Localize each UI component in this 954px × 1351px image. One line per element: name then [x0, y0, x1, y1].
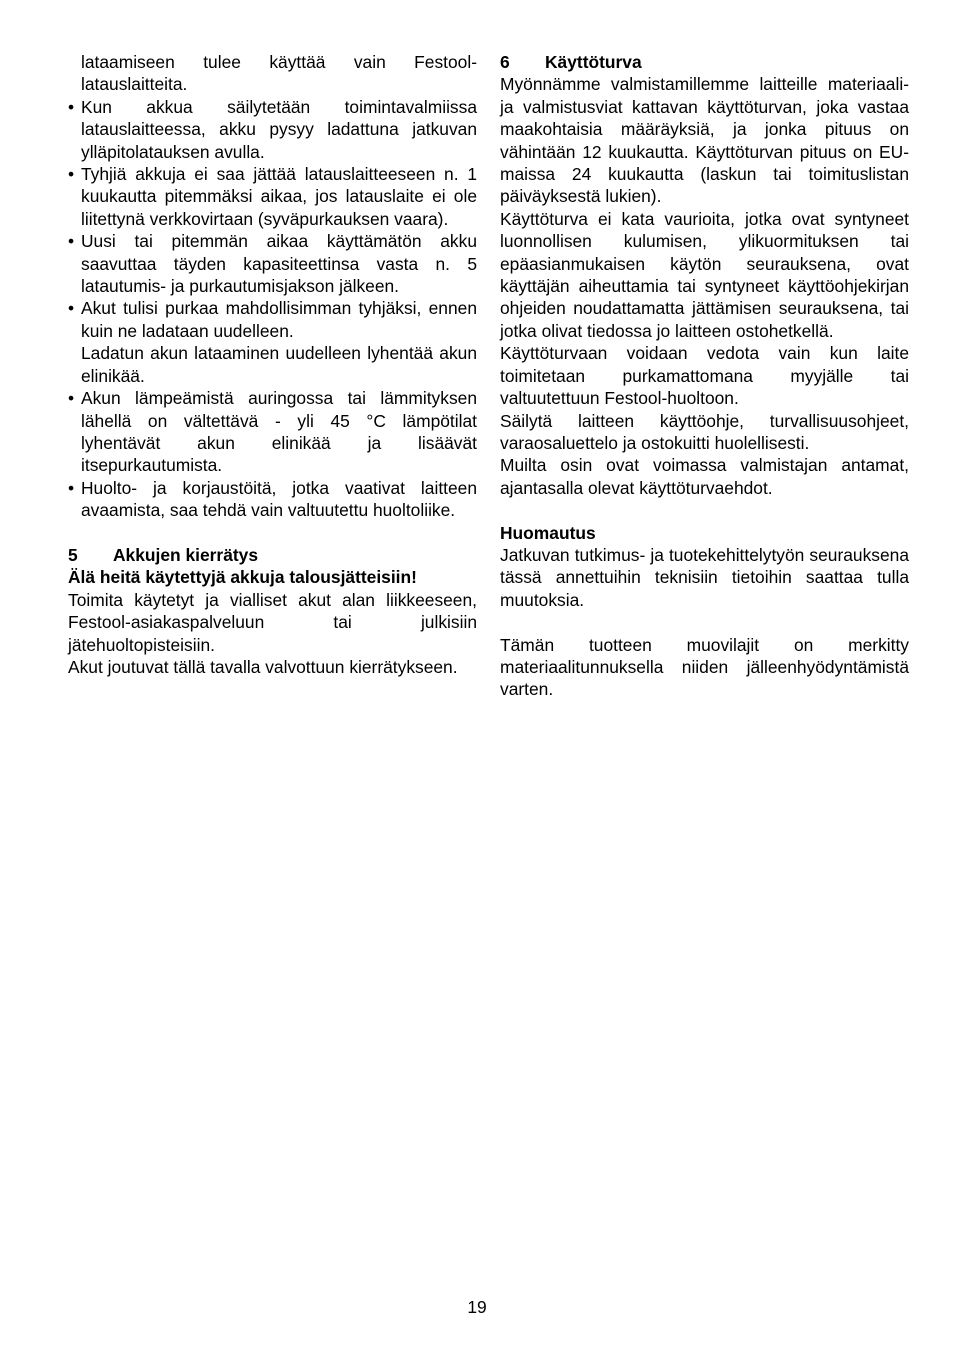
right-column: [500, 51, 909, 701]
spacer: [500, 611, 909, 633]
spacer: [500, 499, 909, 521]
plastics-note: Tämän tuotteen muovilajit on merkitty materiaalitunnuksella niiden jälleenhyödyntämistä varten.: [500, 634, 909, 700]
section-6-paragraph: Säilytä laitteen käyttöohje, turvallisuusohjeet, varaosaluettelo ja ostokuitti huolellisesti.: [500, 410, 909, 453]
list-item: [68, 387, 477, 477]
section-6-paragraph: Muilta osin ovat voimassa valmistajan antamat, ajantasalla olevat käyttöturvaehdot.: [500, 455, 909, 498]
section-5-warning: Älä heitä käytettyjä akkuja talousjätteisiin!: [68, 567, 417, 588]
section-6-paragraph: Myönnämme valmistamillemme laitteille materiaali- ja valmistusviat kattavan käyttöturvan, joka vastaa maakohtaisia määräyksiä, ja jonka pituus on vähintään 12 kuukautta. Käyttöturvan pituus on EU-maissa 24 kuukautta (laskun tai toimituslistan päiväyksestä lukien).: [500, 74, 909, 207]
list-item-text: Akut tulisi purkaa mahdollisimman tyhjäksi, ennen kuin ne ladataan uudelleen.: [81, 298, 477, 341]
list-item: [68, 96, 477, 163]
intro-continuation: lataamiseen tulee käyttää vain Festool-latauslaitteita.: [81, 52, 477, 95]
section-6-paragraph: Käyttöturva ei kata vaurioita, jotka ovat syntyneet luonnollisen kulumisen, ylikuormituksen tai epäasianmukaisen käytön seurauksena, ovat käyttäjän aiheuttamia tai syntyneet käyttöohjekirjan ohjeiden noudattamatta jättämisen seurauksena, tai jotka olivat tiedossa jo laitteen ostohetkellä.: [500, 208, 909, 341]
list-item-extra: Ladatun akun lataaminen uudelleen lyhentää akun elinikää.: [81, 343, 477, 386]
note-text: Jatkuvan tutkimus- ja tuotekehittelytyön seurauksena tässä annettuihin teknisiin tietoihin saattaa tulla muutoksia.: [500, 544, 909, 610]
section-6-number: 6: [500, 52, 510, 72]
list-item-text: Uusi tai pitemmän aikaa käyttämätön akku saavuttaa täyden kapasiteettinsa vasta n. 5 latautumis- ja purkautumisjakson jälkeen.: [81, 231, 477, 297]
page-number: 19: [467, 1297, 487, 1317]
list-item: [68, 477, 477, 522]
list-item-text: Huolto- ja korjaustöitä, jotka vaativat laitteen avaamista, saa tehdä vain valtuutettu huoltoliike.: [81, 477, 477, 521]
list-item-text: Tyhjiä akkuja ei saa jättää latauslaitteeseen n. 1 kuukautta pitemmäksi aikaa, jos latauslaite ei ole liitettynä verkkovirtaan (syväpurkauksen vaara).: [81, 164, 477, 229]
list-item: [68, 230, 477, 297]
list-item: [68, 163, 477, 230]
section-5-heading: [68, 544, 477, 566]
spacer: [68, 522, 477, 544]
section-5-paragraph: Akut joutuvat tällä tavalla valvottuun kierrätykseen.: [68, 656, 458, 677]
section-5-paragraph: Toimita käytetyt ja vialliset akut alan liikkeeseen, Festool-asiakaspalveluun tai julkisiin jätehuoltopisteisiin.: [68, 589, 477, 655]
list-item-text: Kun akkua säilytetään toimintavalmiissa latauslaitteessa, akku pysyy ladattuna jatkuvan ylläpitolatauksen avulla.: [81, 96, 477, 162]
section-6-heading: [500, 51, 909, 73]
section-6-paragraph: Käyttöturvaan voidaan vedota vain kun laite toimitetaan purkamattomana myyjälle tai valtuutettuun Festool-huoltoon.: [500, 343, 909, 409]
list-item-text: Akun lämpeämistä auringossa tai lämmityksen lähellä on vältettävä - yli 45 °C lämpötilat lyhentävät akun elinikää ja lisäävät itsepurkautumista.: [81, 388, 477, 476]
battery-care-list: [68, 96, 477, 522]
section-6-title: Käyttöturva: [545, 52, 642, 72]
section-5-number: 5: [68, 544, 78, 565]
section-5-title: Akkujen kierrätys: [113, 544, 259, 565]
left-column: [68, 51, 477, 678]
note-title: Huomautus: [500, 522, 596, 543]
list-item: [68, 297, 477, 387]
